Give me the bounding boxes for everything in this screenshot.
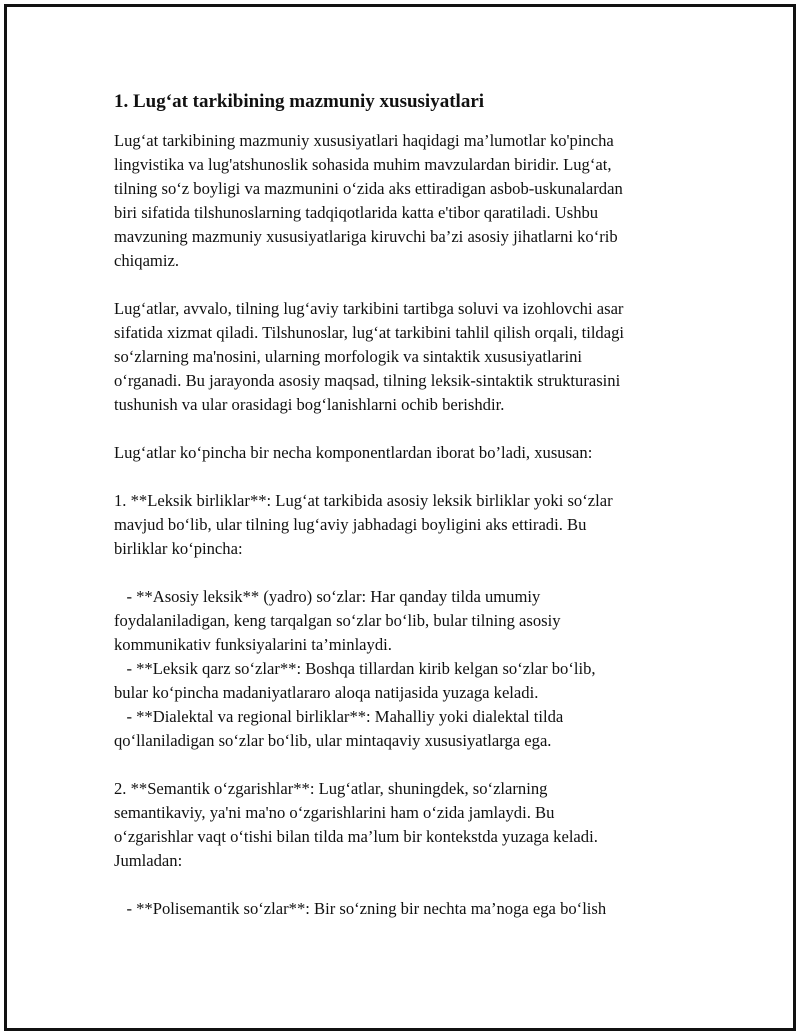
paragraph bbox=[114, 777, 704, 873]
paragraph bbox=[114, 489, 704, 561]
text-line: - **Leksik qarz so‘zlar**: Boshqa tillardan kirib kelgan so‘zlar bo‘lib, bbox=[114, 659, 596, 678]
text-line: o‘rganadi. Bu jarayonda asosiy maqsad, tilning leksik-sintaktik strukturasini bbox=[114, 371, 621, 390]
text-line: Lug‘atlar, avvalo, tilning lug‘aviy tarkibini tartibga soluvi va izohlovchi asar bbox=[114, 299, 624, 318]
text-line: chiqamiz. bbox=[114, 251, 179, 270]
text-line: - **Polisemantik so‘zlar**: Bir so‘zning bir nechta ma’noga ega bo‘lish bbox=[114, 899, 607, 918]
text-line: tushunish va ular orasidagi bog‘lanishlarni ochib berishdir. bbox=[114, 395, 505, 414]
paragraph bbox=[114, 897, 704, 921]
text-line: Jumladan: bbox=[114, 851, 183, 870]
document-body bbox=[114, 90, 704, 945]
text-line: sifatida xizmat qiladi. Tilshunoslar, lug‘at tarkibini tahlil qilish orqali, tildagi bbox=[114, 323, 624, 342]
text-line: kommunikativ funksiyalarini ta’minlaydi. bbox=[114, 635, 392, 654]
paragraph bbox=[114, 441, 704, 465]
text-line: mavjud bo‘lib, ular tilning lug‘aviy jabhadagi boyligini aks ettiradi. Bu bbox=[114, 515, 587, 534]
text-line: o‘zgarishlar vaqt o‘tishi bilan tilda ma’lum bir kontekstda yuzaga keladi. bbox=[114, 827, 598, 846]
text-line: mavzuning mazmuniy xususiyatlariga kiruvchi ba’zi asosiy jihatlarni ko‘rib bbox=[114, 227, 618, 246]
text-line: so‘zlarning ma'nosini, ularning morfologik va sintaktik xususiyatlarini bbox=[114, 347, 583, 366]
text-line: 2. **Semantik o‘zgarishlar**: Lug‘atlar, shuningdek, so‘zlarning bbox=[114, 779, 548, 798]
paragraph bbox=[114, 297, 704, 417]
text-line: lingvistika va lug'atshunoslik sohasida muhim mavzulardan biridir. Lug‘at, bbox=[114, 155, 612, 174]
paragraph bbox=[114, 585, 704, 753]
text-line: birliklar ko‘pincha: bbox=[114, 539, 243, 558]
text-line: qo‘llaniladigan so‘zlar bo‘lib, ular mintaqaviy xususiyatlarga ega. bbox=[114, 731, 552, 750]
text-line: Lug‘at tarkibining mazmuniy xususiyatlari haqidagi ma’lumotlar ko'pincha bbox=[114, 131, 614, 150]
text-line: biri sifatida tilshunoslarning tadqiqotlarida katta e'tibor qaratiladi. Ushbu bbox=[114, 203, 599, 222]
paragraph-container bbox=[114, 129, 704, 921]
text-line: bular ko‘pincha madaniyatlararo aloqa natijasida yuzaga keladi. bbox=[114, 683, 539, 702]
text-line: - **Asosiy leksik** (yadro) so‘zlar: Har qanday tilda umumiy bbox=[114, 587, 541, 606]
text-line: tilning so‘z boyligi va mazmunini o‘zida aks ettiradigan asbob-uskunalardan bbox=[114, 179, 623, 198]
text-line: foydalaniladigan, keng tarqalgan so‘zlar bo‘lib, bular tilning asosiy bbox=[114, 611, 561, 630]
section-heading: 1. Lug‘at tarkibining mazmuniy xususiyatlari bbox=[114, 91, 485, 112]
paragraph bbox=[114, 129, 704, 273]
text-line: 1. **Leksik birliklar**: Lug‘at tarkibida asosiy leksik birliklar yoki so‘zlar bbox=[114, 491, 613, 510]
text-line: semantikaviy, ya'ni ma'no o‘zgarishlarini ham o‘zida jamlaydi. Bu bbox=[114, 803, 555, 822]
text-line: - **Dialektal va regional birliklar**: Mahalliy yoki dialektal tilda bbox=[114, 707, 564, 726]
text-line: Lug‘atlar ko‘pincha bir necha komponentlardan iborat bo’ladi, xususan: bbox=[114, 443, 593, 462]
